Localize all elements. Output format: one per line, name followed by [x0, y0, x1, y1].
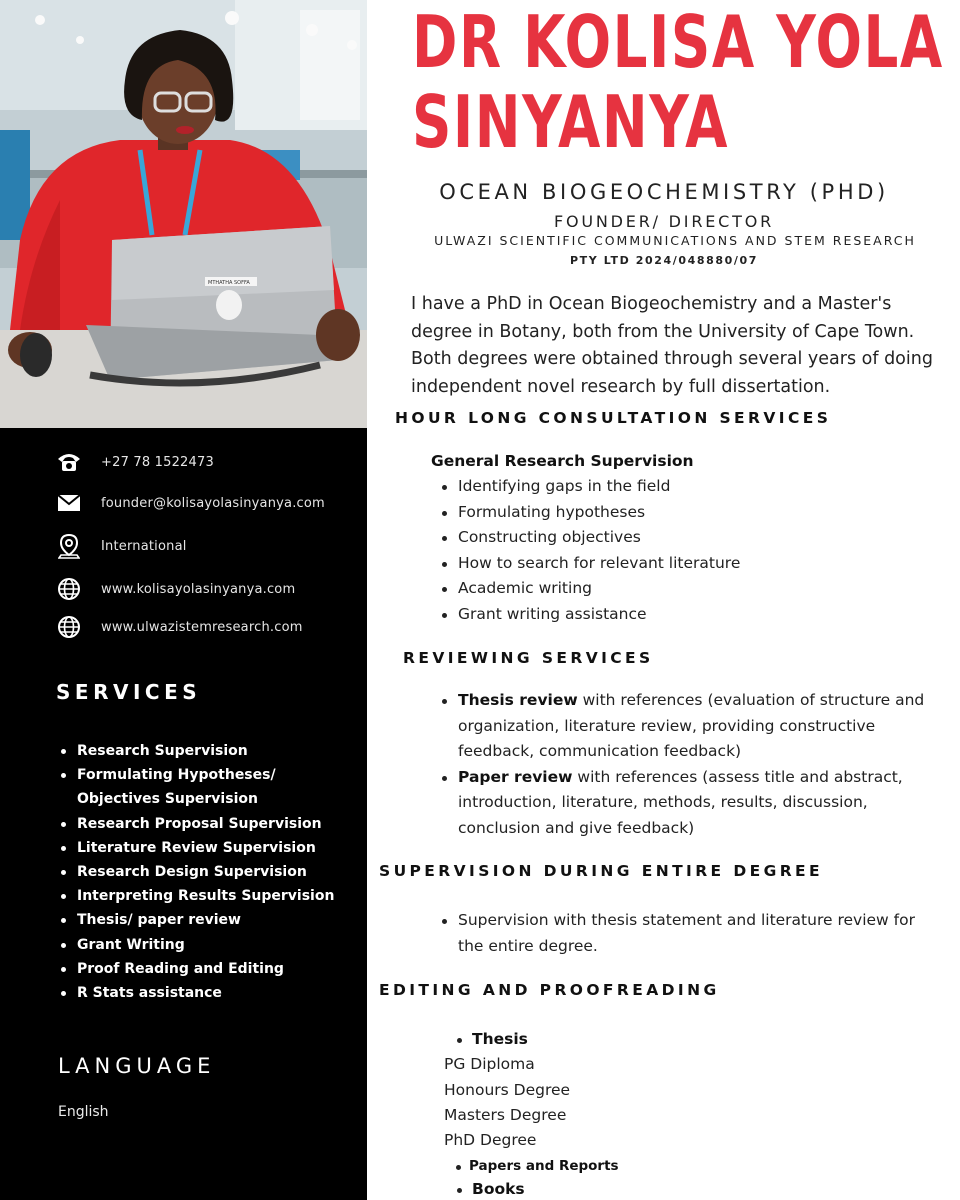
- laptop-sticker: MTHATHA SOFFA: [208, 280, 250, 286]
- supervision-list: [431, 908, 941, 959]
- list-item: Academic writing: [431, 576, 931, 602]
- degree-item: PG Diploma: [444, 1055, 535, 1073]
- website-link-personal[interactable]: www.kolisayolasinyanya.com: [101, 581, 296, 597]
- list-item: Research Supervision: [57, 739, 357, 763]
- location: International: [101, 538, 187, 554]
- language-value: English: [58, 1104, 109, 1120]
- list-item: [431, 765, 941, 842]
- services-heading: SERVICES: [56, 680, 202, 704]
- contact-website-1: [56, 576, 295, 602]
- list-item: How to search for relevant literature: [431, 551, 931, 577]
- consultation-subheading: General Research Supervision: [431, 452, 694, 470]
- list-item: Literature Review Supervision: [57, 836, 357, 860]
- list-item: R Stats assistance: [57, 981, 357, 1005]
- intro-paragraph: I have a PhD in Ocean Biogeochemistry and a Master's degree in Botany, both from the University of Cape Town. Both degrees were obtained through several years of doing independent novel research by full dissertation.: [411, 294, 933, 397]
- page-title: [412, 0, 944, 164]
- name-line-2: SINYANYA: [412, 80, 730, 164]
- company-name: ULWAZI SCIENTIFIC COMMUNICATIONS AND STEM RESEARCH: [434, 233, 916, 248]
- left-sidebar: [0, 0, 367, 1200]
- supervision-heading: SUPERVISION DURING ENTIRE DEGREE: [379, 862, 824, 880]
- editing-heading: EDITING AND PROOFREADING: [379, 981, 720, 999]
- list-item: Supervision with thesis statement and literature review for the entire degree.: [431, 908, 941, 959]
- editing-books: Books: [472, 1180, 525, 1198]
- degree-item: Masters Degree: [444, 1106, 567, 1124]
- thesis-review-label: Thesis review: [458, 691, 578, 709]
- degree-item: PhD Degree: [444, 1131, 537, 1149]
- list-item: Grant writing assistance: [431, 602, 931, 628]
- list-item: Formulating Hypotheses/ Objectives Supervision: [57, 763, 357, 811]
- degree-item: Honours Degree: [444, 1081, 571, 1099]
- list-item: Thesis/ paper review: [57, 908, 357, 932]
- contact-phone: [56, 449, 214, 475]
- profile-photo: [0, 0, 367, 428]
- consultation-heading: HOUR LONG CONSULTATION SERVICES: [395, 409, 832, 427]
- thesis-review-text: with references (evaluation of structure and organization, literature review, providing constructive feedback, communication feedback): [458, 691, 925, 760]
- location-pin-icon: [56, 533, 82, 559]
- list-item: Research Design Supervision: [57, 860, 357, 884]
- name-line-1: DR KOLISA YOLA: [412, 0, 944, 84]
- company-registration: PTY LTD 2024/048880/07: [569, 254, 759, 267]
- website-link-company[interactable]: www.ulwazistemresearch.com: [101, 619, 303, 635]
- list-item: Formulating hypotheses: [431, 500, 931, 526]
- contact-website-2: [56, 614, 303, 640]
- reviewing-list: [431, 688, 941, 841]
- envelope-icon: [56, 490, 82, 516]
- list-item: Constructing objectives: [431, 525, 931, 551]
- list-item: Proof Reading and Editing: [57, 957, 357, 981]
- consultation-list: [431, 474, 931, 627]
- title-field: OCEAN BIOGEOCHEMISTRY (PHD): [439, 180, 889, 204]
- list-item: Interpreting Results Supervision: [57, 884, 357, 908]
- role-title: FOUNDER/ DIRECTOR: [553, 212, 775, 231]
- phone-icon: [56, 449, 82, 475]
- editing-papers: Papers and Reports: [469, 1158, 619, 1174]
- list-item: Grant Writing: [57, 933, 357, 957]
- contact-location: [56, 533, 187, 559]
- list-item: Research Proposal Supervision: [57, 812, 357, 836]
- contact-email: [56, 490, 325, 516]
- globe-icon: [56, 576, 82, 602]
- profile-photo-illustration: [0, 0, 367, 428]
- paper-review-label: Paper review: [458, 767, 573, 786]
- services-list: [57, 739, 357, 1005]
- list-item: [431, 688, 941, 765]
- globe-icon: [56, 614, 82, 640]
- list-item: Identifying gaps in the field: [431, 474, 931, 500]
- editing-thesis: Thesis: [472, 1030, 528, 1048]
- phone-number[interactable]: +27 78 1522473: [101, 454, 214, 470]
- language-heading: LANGUAGE: [58, 1054, 216, 1078]
- email-address[interactable]: founder@kolisayolasinyanya.com: [101, 495, 325, 511]
- paper-review-text: with references (assess title and abstract, introduction, literature, methods, results, discussion, conclusion and give feedback): [458, 767, 903, 837]
- reviewing-heading: REVIEWING SERVICES: [403, 649, 654, 667]
